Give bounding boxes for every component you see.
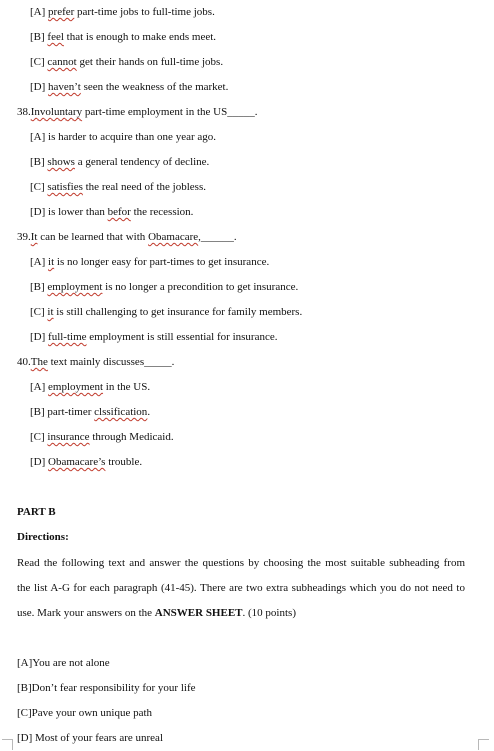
option-text: seen the weakness of the market. [80,81,229,93]
directions-text: . (10 points) [242,607,296,619]
spell-flagged-word: it [48,256,55,268]
option-label: [B] part-timer [30,406,95,418]
question-40 [17,356,174,369]
subheading-b: [B]Don’t fear responsibility for your life [17,682,196,694]
question-text: part-time employment in the US_____. [82,106,258,118]
spell-flagged-word: cannot [47,56,77,68]
option-label: [A] [30,256,49,268]
option-text: is no longer a precondition to get insurance. [102,281,299,293]
subheading-a: [A]You are not alone [17,657,110,669]
spell-flagged-word: haven’t [48,81,81,93]
question-number: 40. [17,356,31,368]
q38-option-c [30,181,206,194]
option-label: [D] [30,331,49,343]
spell-flagged-word: Involuntary [30,106,83,118]
option-label: [A] [30,6,49,18]
option-text: get their hands on full-time jobs. [76,56,224,68]
q38-option-d [30,206,193,219]
option-label: [B] [30,156,48,168]
option-label: [C] [30,431,48,443]
option-text: employment is still essential for insurance. [86,331,278,343]
part-b-heading: PART B [17,506,56,518]
question-38 [17,106,257,119]
spell-flagged-word: feel [47,31,64,43]
spell-flagged-word: befor [107,206,131,218]
q40-option-b [30,406,150,419]
option-label: [B] [30,31,48,43]
option-text: trouble. [105,456,143,468]
q39-option-a [30,256,269,269]
option-text: in the US. [103,381,151,393]
crop-mark-bottom-left [2,739,13,750]
spell-flagged-word: It [30,231,38,243]
question-text: text mainly discusses_____. [47,356,175,368]
q38-option-a [30,131,216,144]
option-label: [C] [30,56,48,68]
option-text: a general tendency of decline. [74,156,210,168]
q40-option-a [30,381,150,394]
q39-option-d [30,331,277,344]
q38-option-b [30,156,209,169]
directions-text: use. Mark your answers on the [17,607,155,619]
q37-option-d [30,81,228,94]
directions-line-2: the list A-G for each paragraph (41-45). There are two extra subheadings which you do not need to [17,582,465,594]
spell-flagged-word: shows [47,156,75,168]
directions-line-1: Read the following text and answer the questions by choosing the most suitable subheading from [17,557,465,569]
q37-option-a [30,6,215,19]
option-text: the real need of the jobless. [82,181,206,193]
question-number: 39. [17,231,31,243]
option-label: [D] is lower than [30,206,108,218]
option-label: [D] [30,456,49,468]
q40-option-c [30,431,174,444]
option-label: [C] [30,306,48,318]
subheading-d: [D] Most of your fears are unreal [17,732,163,744]
spell-flagged-word: Obamacare [148,231,199,243]
spell-flagged-word: Obamacare’s [48,456,106,468]
q37-option-b [30,31,216,44]
q37-option-c [30,56,223,69]
answer-sheet-emphasis: ANSWER SHEET [154,607,243,619]
spell-flagged-word: The [30,356,48,368]
option-label: [B] [30,281,48,293]
option-text: . [147,406,151,418]
q40-option-d [30,456,142,469]
spell-flagged-word: insurance [47,431,90,443]
option-text: part-time jobs to full-time jobs. [74,6,215,18]
spell-flagged-word: it [47,306,54,318]
q39-option-b [30,281,298,294]
crop-mark-bottom-right [478,739,489,750]
directions-label: Directions: [17,531,69,543]
option-label: [C] [30,181,48,193]
question-text: ,______. [198,231,237,243]
spell-flagged-word: satisfies [47,181,83,193]
option-text: through Medicaid. [89,431,174,443]
spell-flagged-word: employment [47,281,103,293]
question-text: can be learned that with [37,231,149,243]
option-label: [D] [30,81,49,93]
option-text: is still challenging to get insurance for family members. [53,306,303,318]
q39-option-c [30,306,302,319]
spell-flagged-word: prefer [48,6,75,18]
question-number: 38. [17,106,31,118]
option-label: [A] [30,381,49,393]
directions-line-3 [17,607,296,620]
spell-flagged-word: clssification [94,406,148,418]
subheading-c: [C]Pave your own unique path [17,707,153,719]
option-text: is no longer easy for part-times to get insurance. [54,256,270,268]
option-text: that is enough to make ends meet. [63,31,217,43]
spell-flagged-word: employment [48,381,104,393]
option-text: the recession. [130,206,194,218]
option-text: [A] is harder to acquire than one year ago. [30,131,217,143]
spell-flagged-word: full-time [48,331,87,343]
question-39 [17,231,237,244]
